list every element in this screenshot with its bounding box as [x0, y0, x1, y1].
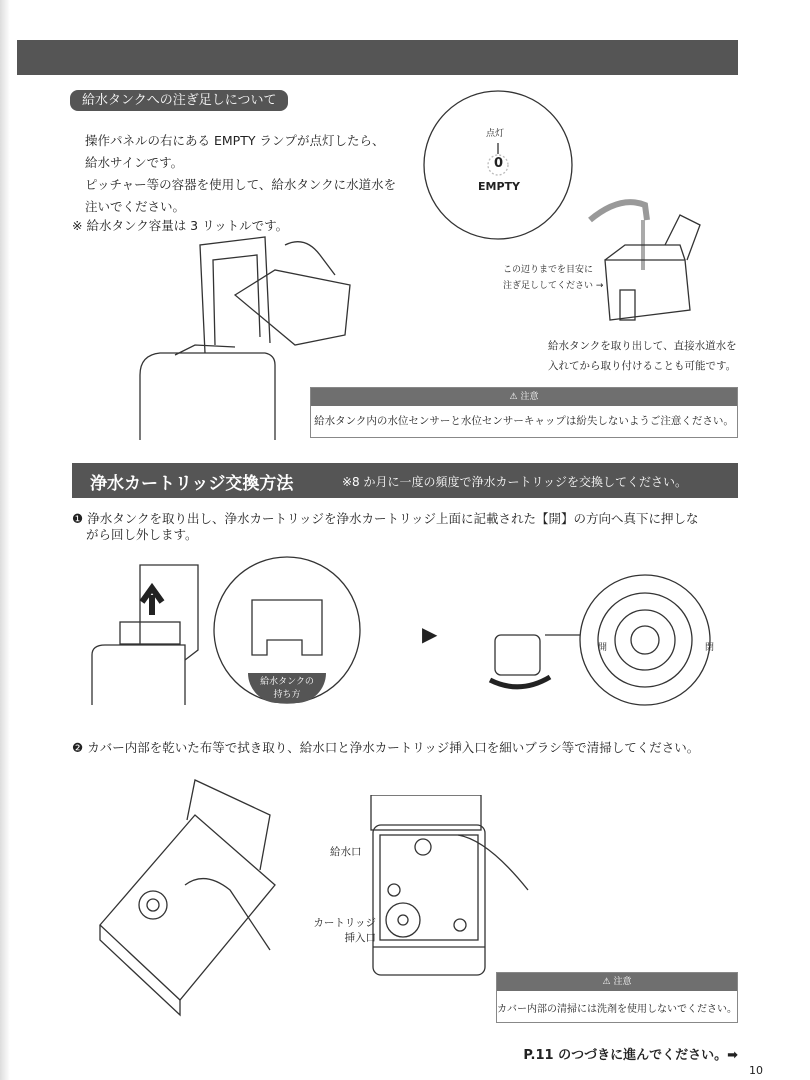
tank-caption — [548, 336, 737, 376]
text-line: カートリッジ — [313, 917, 376, 929]
capacity-note: ※ 給水タンク容量は 3 リットルです。 — [72, 218, 289, 233]
cover-wiping-illustration — [95, 775, 280, 1020]
caution-box — [310, 387, 738, 438]
caution-text: カバー内部の清掃には洗剤を使用しないでください。 — [497, 1004, 737, 1015]
caution-box — [496, 972, 738, 1023]
text-line: 給水サインです。 — [85, 155, 184, 170]
close-label: 閉 — [705, 643, 715, 653]
arrow-right-icon: ▶ — [422, 622, 438, 646]
caution-header — [497, 973, 737, 991]
text-line: 注いでください。 — [85, 199, 186, 214]
text-line: がら回し外します。 — [86, 527, 198, 542]
text-line: 持ち方 — [273, 690, 301, 700]
cartridge-rotate-illustration — [485, 565, 715, 710]
fill-guide — [503, 262, 603, 294]
step-number: ❷ — [72, 740, 84, 755]
lamp-digit: 0 — [494, 156, 504, 171]
text-line: カバー内部を乾いた布等で拭き取り、給水口と浄水カートリッジ挿入口を細いブラシ等で清掃してください。 — [87, 740, 700, 755]
open-label: 開 — [598, 643, 608, 653]
text-line: 操作パネルの右にある EMPTY ランプが点灯したら、 — [85, 133, 385, 148]
caution-title: 注意 — [613, 977, 632, 987]
text-line: 注ぎ足ししてください → — [503, 281, 604, 291]
section-title: 浄水カートリッジ交換方法 — [90, 474, 294, 494]
page-number: 10 — [749, 1064, 763, 1077]
text-line: この辺りまでを目安に — [503, 265, 594, 275]
text-line: 給水タンクを取り出して、直接水道水を — [548, 340, 737, 352]
cartridge-label — [298, 916, 376, 946]
text-line: 入れてから取り付けることも可能です。 — [548, 360, 737, 372]
step-1 — [72, 511, 698, 543]
caution-title: 注意 — [520, 392, 539, 402]
warning-icon: ⚠ — [509, 392, 521, 402]
intro-text — [85, 130, 396, 218]
inlet-label: 給水口 — [330, 846, 362, 858]
caution-header — [311, 388, 737, 406]
text-line: ピッチャー等の容器を使用して、給水タンクに水道水を — [85, 177, 397, 192]
section-header — [72, 463, 738, 498]
step-number: ❶ — [72, 511, 84, 526]
text-line: 給水タンクの — [260, 677, 314, 687]
section-pill: 給水タンクへの注ぎ足しについて — [70, 90, 288, 111]
tank-removal-illustration — [90, 560, 205, 705]
hold-label — [248, 673, 326, 703]
cover-top-view-illustration — [368, 795, 543, 980]
lamp-empty-text: EMPTY — [478, 180, 520, 193]
next-page-link: P.11 のつづきに進んでください。➡ — [523, 1048, 738, 1063]
caution-text: 給水タンク内の水位センサーと水位センサーキャップは紛失しないようご注意ください。 — [314, 415, 734, 427]
page-edge — [0, 0, 10, 1080]
warning-icon: ⚠ — [602, 977, 614, 987]
text-line: 浄水タンクを取り出し、浄水カートリッジを浄水カートリッジ上面に記載された【開】の方向へ真下に押しな — [87, 511, 699, 526]
text-line: 挿入口 — [344, 932, 376, 944]
lamp-label: 点灯 — [486, 129, 505, 139]
section-note: ※8 か月に一度の頻度で浄水カートリッジを交換してください。 — [342, 475, 688, 489]
header-bar — [17, 40, 738, 75]
step-2 — [72, 740, 699, 756]
